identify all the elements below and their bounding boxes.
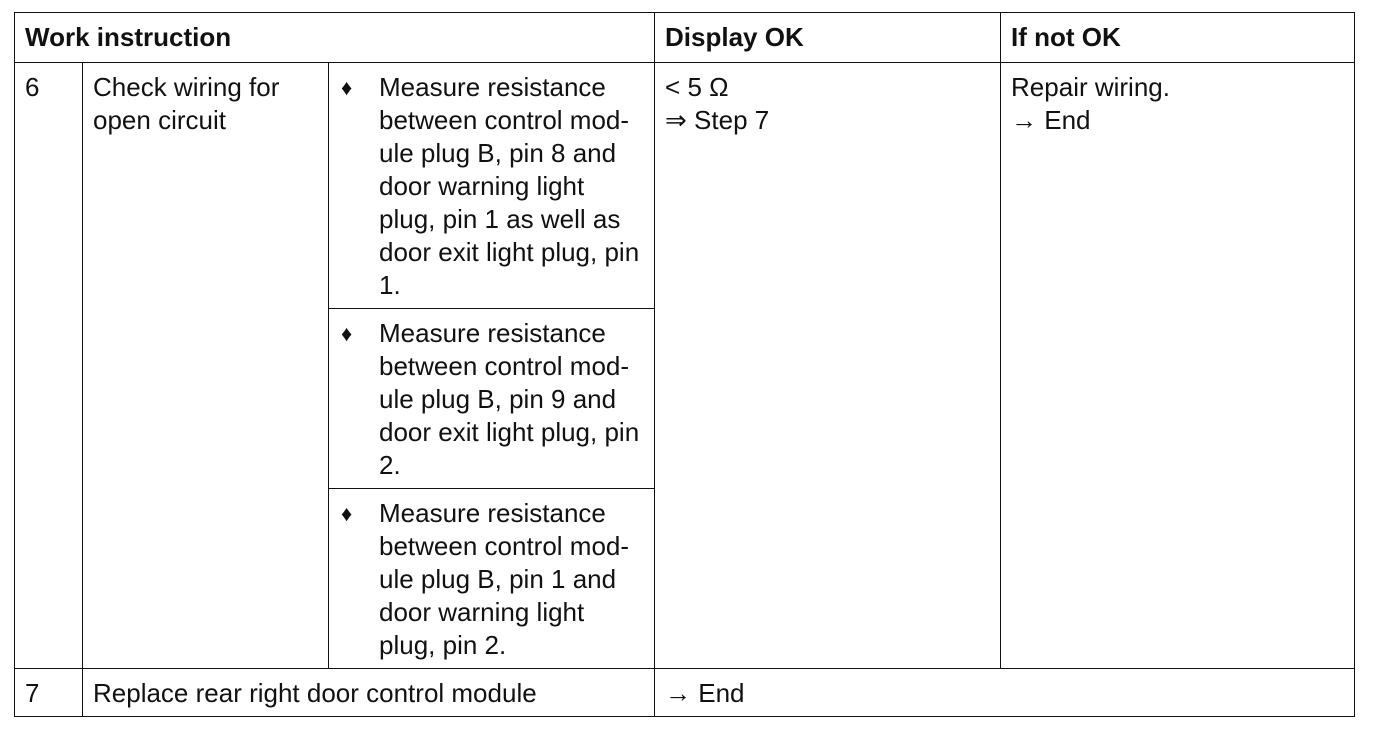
- measurement-line: Measure resistance: [379, 72, 606, 102]
- measurement-line: between control mod-: [379, 531, 630, 561]
- measurement-line: plug, pin 2.: [379, 630, 507, 660]
- if-not-ok-line: Repair wiring.: [1011, 72, 1170, 102]
- header-display-ok: Display OK: [655, 13, 1001, 63]
- diamond-bullet-icon: ♦: [341, 75, 353, 100]
- measurement-line: Measure resistance: [379, 318, 606, 348]
- measurement-line: door exit light plug, pin: [379, 237, 640, 267]
- measurement-line: Measure resistance: [379, 498, 606, 528]
- measurement-2: [329, 309, 655, 489]
- header-work-instruction: Work instruction: [15, 13, 655, 63]
- if-not-ok-line: → End: [1011, 105, 1091, 135]
- measurement-line: plug, pin 1 as well as: [379, 204, 621, 234]
- step-7-instruction: Replace rear right door control module: [83, 669, 655, 717]
- diamond-bullet-icon: ♦: [341, 321, 353, 346]
- step-6-display-ok: [655, 63, 1001, 669]
- diamond-bullet-icon: ♦: [341, 501, 353, 526]
- step-6-check-line: open circuit: [93, 105, 226, 135]
- measurement-1: [329, 63, 655, 309]
- measurement-line: ule plug B, pin 8 and: [379, 138, 617, 168]
- step-7-result: → End: [655, 669, 1355, 717]
- measurement-line: between control mod-: [379, 351, 630, 381]
- measurement-line: ule plug B, pin 1 and: [379, 564, 617, 594]
- step-6-check-line: Check wiring for: [93, 72, 280, 102]
- step-6-row: [15, 63, 1355, 309]
- step-6-if-not-ok: [1001, 63, 1355, 669]
- step-6-check: [83, 63, 329, 669]
- header-if-not-ok: If not OK: [1001, 13, 1355, 63]
- step-6-number: 6: [15, 63, 83, 669]
- measurement-line: door warning light: [379, 171, 585, 201]
- measurement-line: between control mod-: [379, 105, 630, 135]
- step-7-number: 7: [15, 669, 83, 717]
- step-7-row: [15, 669, 1355, 717]
- measurement-3: [329, 489, 655, 669]
- measurement-line: door exit light plug, pin: [379, 417, 640, 447]
- display-ok-line: < 5 Ω: [665, 72, 729, 102]
- measurement-line: 2.: [379, 450, 401, 480]
- display-ok-line: ⇒ Step 7: [665, 105, 770, 135]
- header-row: [15, 13, 1355, 63]
- measurement-line: door warning light: [379, 597, 585, 627]
- measurement-line: 1.: [379, 270, 401, 300]
- work-instruction-table: [14, 12, 1355, 717]
- measurement-line: ule plug B, pin 9 and: [379, 384, 617, 414]
